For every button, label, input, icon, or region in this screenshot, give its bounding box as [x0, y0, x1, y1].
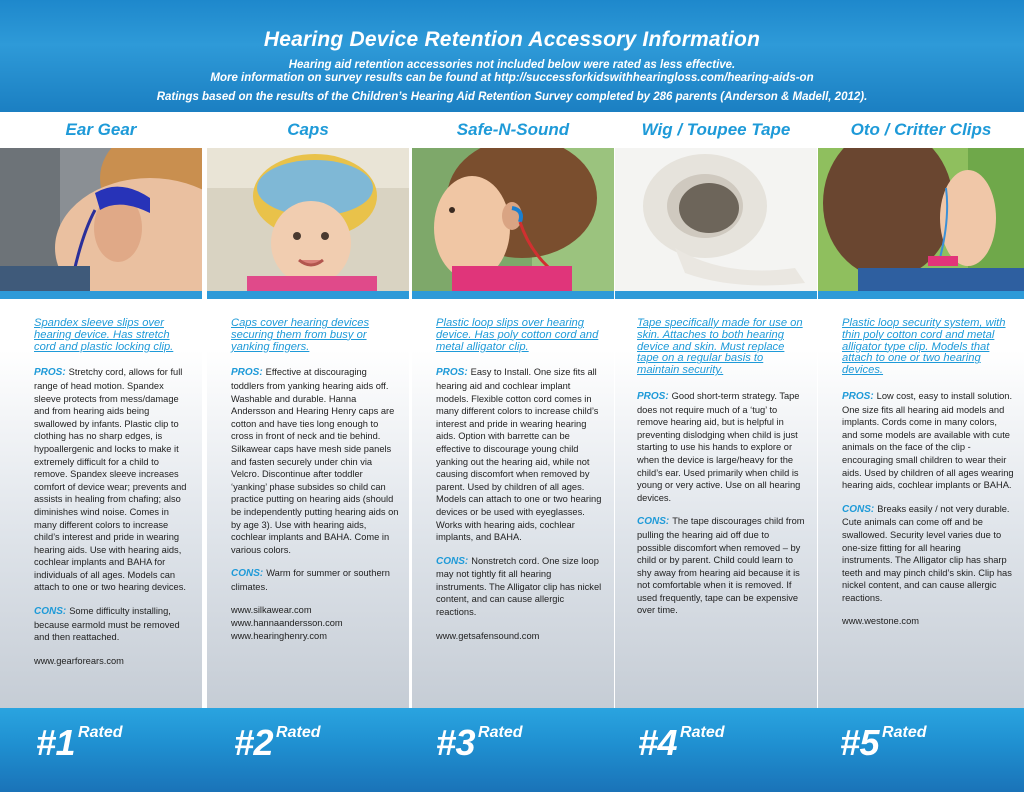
cons-label: CONS:	[34, 606, 67, 618]
pros-text: Easy to Install. One size fits all hearing aid and cochlear implant models. Flexible cotton cord comes in many different colors to increase child’s interest and pride in wearing hearing aids. Option with barrette can be effective to discourage young child yanking out the hearing aid, while not causing discomfort when removed by parent. Used by children of all ages. Models can attach to one or two hearing devices or be used with eyeglasses. Works with hearing aids, cochlear implants, and BAHA.	[436, 367, 602, 543]
rating-band	[0, 708, 1024, 792]
website-links	[842, 615, 1014, 628]
website-link[interactable]: www.getsafensound.com	[436, 630, 540, 641]
column-title: Safe-N-Sound	[456, 120, 570, 139]
column-title: Oto / Critter Clips	[850, 120, 992, 139]
rating-badge	[840, 722, 927, 764]
rating-badge	[36, 722, 123, 764]
website-link[interactable]: www.hearinghenry.com	[231, 630, 327, 641]
cons-label: CONS:	[637, 516, 670, 528]
rating-badge	[638, 722, 725, 764]
pros-text: Stretchy cord, allows for full range of head motion. Spandex sleeve protects from mess/damage and from hearing aids being swallowed by infants. Plastic clip to clothing has no sharp edges, is hypoallergenic and locks to make it extremely difficult for a child to remove. Spandex sleeve increases comfort of device wear; prevents and assists in healing from chafing; also diminishes wind noise. Comes in many different colors to increase child’s interest and pride in wearing hearing aids. Use with hearing aids, cochlear implants and BAHA for individuals of all ages. Models can attach to one or two hearing devices.	[34, 367, 187, 593]
column-content	[34, 318, 190, 667]
photo-boy-ear-gear	[0, 148, 202, 291]
photo-divider	[207, 291, 409, 299]
photo-divider	[818, 291, 1024, 299]
photo-divider	[412, 291, 614, 299]
pros-label: PROS:	[436, 367, 468, 379]
website-links	[436, 630, 604, 643]
cons-text: Some difficulty installing, because earmold must be removed and then reattached.	[34, 606, 180, 643]
pros-paragraph	[231, 366, 399, 556]
cons-paragraph	[637, 515, 805, 617]
photo-tape-roll	[615, 148, 817, 291]
intro-text: Spandex sleeve slips over hearing device. Has stretch cord and plastic locking clip.	[34, 317, 174, 353]
rank-number: #1	[36, 722, 76, 763]
photo-girl-safe-n-sound	[412, 148, 614, 291]
intro-text: Caps cover hearing devices securing them from busy or yanking fingers.	[231, 317, 370, 353]
rated-word: Rated	[78, 724, 123, 741]
photo-divider	[0, 291, 202, 299]
page-title: Hearing Device Retention Accessory Information	[263, 28, 761, 51]
subtitle-more-info: More information on survey results can be found at http://successforkidswithhearingloss.com/hearing-aids-on	[210, 72, 814, 84]
pros-paragraph	[842, 390, 1014, 492]
column-content	[637, 318, 805, 628]
rank-number: #2	[234, 722, 274, 763]
rank-number: #3	[436, 722, 476, 763]
rating-badge	[234, 722, 321, 764]
photo-girl-critter-clip	[818, 148, 1024, 291]
pros-text: Good short-term strategy. Tape does not require much of a ‘tug’ to remove hearing aid, but is helpful in preventing dislodging when child is just starting to use his hands to explore or when the device is large/heavy for the child’s ear. Used primarily when child is young or very active. Use on all hearing devices.	[637, 390, 801, 503]
cons-paragraph	[34, 605, 190, 644]
header-banner	[0, 0, 1024, 112]
cons-label: CONS:	[842, 503, 875, 515]
pros-paragraph	[436, 366, 604, 543]
photo-baby-cap	[207, 148, 409, 291]
pros-label: PROS:	[842, 390, 874, 402]
pros-label: PROS:	[637, 390, 669, 402]
rated-word: Rated	[276, 724, 321, 741]
intro-text: Plastic loop slips over hearing device. Has poly cotton cord and metal alligator clip.	[436, 317, 599, 353]
website-link[interactable]: www.westone.com	[842, 616, 919, 627]
cons-paragraph	[231, 567, 399, 593]
cons-text: Breaks easily / not very durable. Cute animals can come off and be swallowed. Security level varies due to one-size fitting for all hearing instruments. The Alligator clip has sharp teeth and may pinch child’s skin. Clip has nickel content, and can cause allergic reactions.	[842, 503, 1012, 603]
pros-label: PROS:	[34, 367, 66, 379]
column-ear-gear	[0, 112, 202, 792]
cons-label: CONS:	[436, 555, 469, 567]
rated-word: Rated	[478, 724, 523, 741]
photo-divider	[615, 291, 817, 299]
cons-paragraph	[436, 555, 604, 619]
intro-text: Plastic loop security system, with thin poly cotton cord and metal alligator type clip. Models that attach to one or two hearing devices.	[842, 317, 1006, 377]
pros-label: PROS:	[231, 367, 263, 379]
rated-word: Rated	[882, 724, 927, 741]
rated-word: Rated	[680, 724, 725, 741]
cons-text: Warm for summer or southern climates.	[231, 568, 390, 592]
column-wig-toupee-tape	[615, 112, 817, 792]
rank-number: #4	[638, 722, 678, 763]
column-safe-n-sound	[412, 112, 614, 792]
column-content	[231, 318, 399, 642]
pros-paragraph	[34, 366, 190, 594]
accessory-columns	[0, 112, 1024, 792]
website-links	[231, 604, 399, 642]
intro-text: Tape specifically made for use on skin. Attaches to both hearing device and skin. Must replace tape on a regular basis to maintain security.	[637, 317, 803, 377]
rating-badge	[436, 722, 523, 764]
website-link[interactable]: www.silkawear.com	[231, 605, 312, 616]
column-content	[842, 318, 1014, 628]
cons-label: CONS:	[231, 568, 264, 580]
cons-text: Nonstretch cord. One size loop may not tightly fit all hearing instruments. The Alligator clip has nickel content, and can cause allergic reactions.	[436, 555, 602, 618]
subtitle-note: Hearing aid retention accessories not included below were rated as less effective.	[288, 59, 736, 71]
column-oto-critter-clips	[818, 112, 1024, 792]
cons-text: The tape discourages child from pulling the hearing aid off due to possible discomfort when removed – by child or by parent. Child could learn to shy away from hearing aid because it is not comfortable when it is removed. If used frequently, tape can be expensive over time.	[637, 516, 805, 616]
cons-paragraph	[842, 503, 1014, 605]
pros-paragraph	[637, 390, 805, 504]
rank-number: #5	[840, 722, 880, 763]
column-title: Ear Gear	[65, 120, 137, 139]
website-links	[34, 655, 190, 668]
column-title: Caps	[287, 120, 329, 139]
pros-text: Effective at discouraging toddlers from yanking hearing aids off. Washable and durable. Hanna Andersson and Hearing Henry caps are cotton and have ties long enough to cross in front of neck and tie behind. Silkawear caps have mesh side panels and fasten securely under chin via Velcro. Discontinue after toddler ‘yanking’ phase subsides so child can practice putting on hearing aids (should be independently putting hearing aids on by age 3). Use with hearing aids, cochlear implants and BAHA. Come in various colors.	[231, 367, 399, 555]
column-content	[436, 318, 604, 642]
website-link[interactable]: www.gearforears.com	[34, 655, 124, 666]
subtitle-ratings-basis: Ratings based on the results of the Children’s Hearing Aid Retention Survey completed by 286 parents (Anderson & Madell, 2012).	[156, 91, 868, 103]
pros-text: Low cost, easy to install solution. One size fits all hearing aid models and implants. Cords come in many colors, and some models are available with cute animals on the face of the clip - encouraging small children to wear their aids. Used by children of all ages wearing hearing aids, cochlear implants or BAHA.	[842, 390, 1014, 491]
column-caps	[207, 112, 409, 792]
column-title: Wig / Toupee Tape	[641, 120, 791, 139]
website-link[interactable]: www.hannaandersson.com	[231, 618, 343, 629]
